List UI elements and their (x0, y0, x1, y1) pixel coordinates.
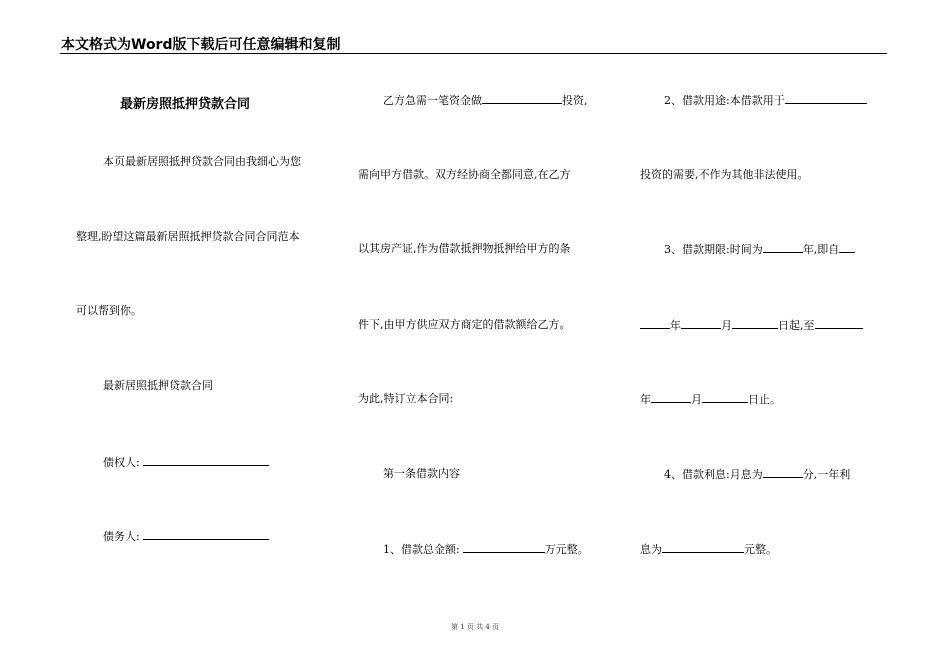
end-month-blank (651, 392, 691, 403)
term-start-blank (839, 242, 855, 253)
loan-purpose-blank (785, 93, 867, 104)
header-divider (60, 53, 887, 54)
col2-line-3: 以其房产证,作为借款抵押物抵押给甲方的条 (358, 242, 571, 255)
section-1-heading: 第一条借款内容 (383, 467, 460, 480)
start-day-label: 日起,至 (778, 319, 815, 332)
loan-purpose-cont: 投资的需要,不作为其他非法使用。 (640, 168, 809, 181)
term-start-date (640, 318, 863, 333)
interest-total-blank (662, 542, 744, 553)
header-title: 本文格式为Word版下载后可任意编辑和复制 (61, 37, 341, 53)
loan-amount-line (383, 542, 589, 557)
creditor-field (103, 455, 269, 470)
intro-line-3: 可以帮到你。 (76, 304, 142, 317)
term-years-blank (763, 242, 803, 253)
interest-total-unit: 元整。 (744, 543, 777, 556)
end-year-label: 年 (640, 393, 651, 406)
end-year-blank-1 (815, 318, 863, 329)
col2-line-2: 需向甲方借款。双方经协商全都同意,在乙方 (358, 168, 571, 181)
loan-amount-unit: 万元整。 (544, 543, 589, 556)
page-number: 第 1 页 共 4 页 (450, 623, 500, 631)
interest-text: 分,一年利 (802, 468, 851, 481)
loan-purpose-line (664, 93, 867, 108)
loan-term-text: 年,即自 (802, 243, 840, 256)
end-day-blank (702, 392, 748, 403)
start-month-blank (681, 318, 721, 329)
debtor-blank (143, 529, 269, 540)
intro-line-2: 整理,盼望这篇最新居照抵押贷款合同合同范本 (76, 230, 300, 243)
loan-term-line (664, 242, 855, 257)
debtor-field (103, 529, 269, 544)
purpose-text-b: 投资, (562, 94, 588, 107)
col2-line-5: 为此,特订立本合同: (358, 392, 454, 405)
start-month-label: 月 (721, 319, 732, 332)
start-year-label: 年 (670, 319, 681, 332)
loan-amount-label: 1、借款总金额: (383, 543, 460, 556)
purpose-text-a: 乙方急需一笔资金做 (383, 94, 482, 107)
creditor-blank (143, 455, 269, 466)
interest-line (664, 467, 850, 482)
start-day-blank (732, 318, 778, 329)
purpose-blank (482, 93, 562, 104)
col2-line-1 (383, 93, 588, 108)
interest-total-line (640, 542, 777, 557)
term-end-date (640, 392, 781, 407)
monthly-rate-blank (763, 467, 803, 478)
end-day-label: 日止。 (748, 393, 781, 406)
loan-purpose-label: 2、借款用途:本借款用于 (664, 94, 785, 107)
creditor-label: 债权人: (103, 456, 140, 469)
loan-amount-blank (463, 542, 545, 553)
col2-line-4: 件下,由甲方供应双方商定的借款额给乙方。 (358, 318, 571, 331)
interest-total-label: 息为 (640, 543, 662, 556)
loan-term-label: 3、借款期限:时间为 (664, 243, 763, 256)
contract-subtitle: 最新居照抵押贷款合同 (103, 379, 213, 392)
end-month-label: 月 (691, 393, 702, 406)
start-year-blank (640, 318, 670, 329)
document-title: 最新房照抵押贷款合同 (120, 97, 251, 112)
interest-label: 4、借款利息:月息为 (664, 468, 763, 481)
debtor-label: 债务人: (103, 530, 140, 543)
intro-line-1: 本页最新居照抵押贷款合同由我细心为您 (103, 155, 301, 168)
